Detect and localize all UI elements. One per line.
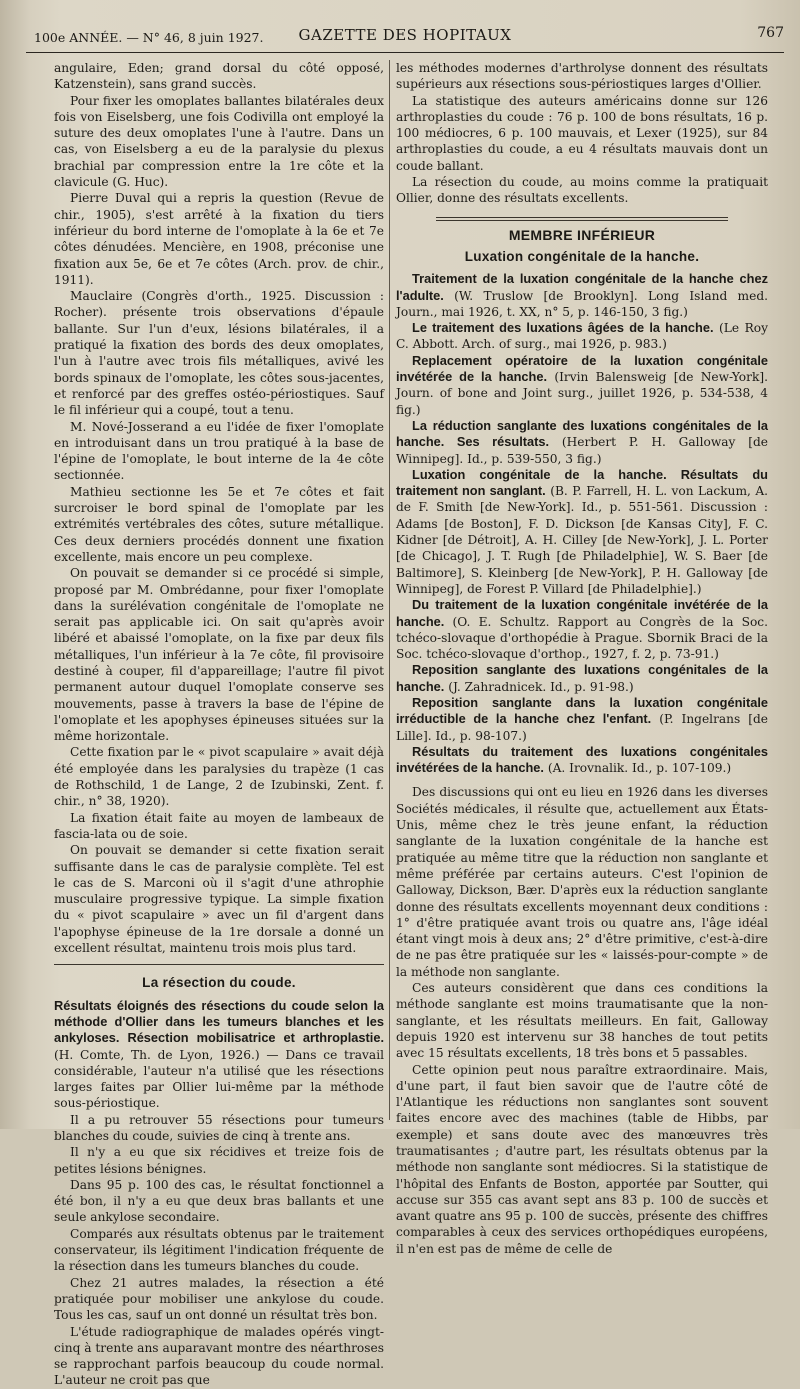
- reference-source: (Herbert P. H. Galloway [de Winnipeg]. Id., p. 539-550, 3 fig.): [396, 435, 769, 466]
- reference-source: (A. Irovnalik. Id., p. 107-109.): [547, 761, 732, 776]
- reference-title: Reposition sanglante des luxations congénitales de la hanche.: [396, 662, 768, 694]
- paragraph: Cette opinion peut nous paraître extraordinaire. Mais, d'une part, il faut bien savoir que de l'autre côté de l'Atlantique les réductions non sanglantes sont souvent faites encore avec des machines (table de Hibbs, par exemple) et sans doute avec des manœuvres très traumatisantes ; d'autre part, les résultats obtenus par la méthode non sanglante sont médiocres. Si la statistique de l'hôpital des Enfants de Boston, apportée par Soutter, qui accuse sur 355 cas avant sept ans 83 p. 100 de succès et avant quatre ans 95 p. 100 de succès, présente des chiffres comparables à ceux des services orthopédiques européens, il n'en est pas de même de celle de: [396, 1062, 768, 1256]
- paragraph: Dans 95 p. 100 des cas, le résultat fonctionnel a été bon, il n'y a eu que deux bras ballants et une seule ankylose secondaire.: [54, 1177, 384, 1225]
- paragraph: angulaire, Eden; grand dorsal du côté opposé, Katzenstein), sans grand succès.: [54, 61, 384, 92]
- reference-entry: [396, 662, 768, 695]
- reference-source: (Irvin Balensweig [de New-York]. Journ. of bone and Joint surg., juillet 1926, p. 534-538, 4 fig.): [396, 370, 768, 417]
- paragraph: Cette fixation par le « pivot scapulaire » avait déjà été employée dans les paralysies du trapèze (1 cas de Rothschild, 1 de Lange, 2 de Izubinski, Zent. f. chir., n° 38, 1920).: [54, 745, 384, 809]
- paragraph: M. Nové-Josserand a eu l'idée de fixer l'omoplate en introduisant dans un trou pratiqué à la base de l'épine de l'omoplate, le bout interne de la 4e côte sectionnée.: [54, 419, 384, 483]
- reference-source: (O. E. Schultz. Rapport au Congrès de la Soc. tchéco-slovaque d'orthopédie à Prague. Sbornik Braci de la Soc. tchéco-slovaque d'orthop., 1927, f. 2, p. 73-91.): [396, 614, 769, 662]
- reference-entry: [396, 271, 768, 320]
- section-divider: [54, 964, 384, 965]
- right-column: [396, 60, 768, 1257]
- paragraph: La statistique des auteurs américains donne sur 126 arthroplasties du coude : 76 p. 100 de bons résultats, 16 p. 100 médiocres, 6 p. 100 mauvais, et Lexer (1925), sur 84 arthroplasties du coude, a eu 4 résultats mauvais dont un coude ballant.: [396, 93, 768, 173]
- reference-source: (B. P. Farrell, H. L. von Lackum, A. de F. Smith [de New-York]. Id., p. 551-561. Discussion : Adams [de Boston], F. D. Dickson [de Kansas City], F. C. Kidner [de Détroit], A. H. Cilley [de New-York], J. L. Porter [de Chicago], J. T. Rugh [de Philadelphie], W. S. Baer [de Baltimore], S. Kleinberg [de New-York], P. H. Galloway [de Winnipeg], de Forest P. Villard [de Philadelphie].): [396, 484, 768, 596]
- page-header: [26, 22, 784, 53]
- paragraph: Comparés aux résultats obtenus par le traitement conservateur, ils légitiment l'indication fréquente de la résection dans les tumeurs blanches du coude.: [54, 1226, 384, 1274]
- paragraph: Il a pu retrouver 55 résections pour tumeurs blanches du coude, suivies de cinq à trente ans.: [54, 1112, 384, 1143]
- reference-title: Résultats du traitement des luxations congénitales invétérées de la hanche.: [396, 743, 768, 776]
- reference-title: Replacement opératoire de la luxation congénitale invétérée de la hanche.: [396, 352, 768, 385]
- section-divider: [436, 217, 728, 221]
- column-rule: [389, 60, 390, 1120]
- paragraph: On pouvait se demander si cette fixation serait suffisante dans le cas de paralysie complète. Tel est le cas de S. Marconi où il s'agit d'une athrophie musculaire progressive typique. La simple fixation du « pivot scapulaire » avec un fil d'argent dans l'apophyse épineuse de la 1re dorsale a donné un excellent résultat, maintenu trois mois plus tard.: [54, 843, 384, 956]
- reference-entry: [396, 353, 768, 418]
- reference-title: Du traitement de la luxation congénitale invétérée de la hanche.: [396, 597, 768, 629]
- reference-title: Reposition sanglante dans la luxation congénitale irréductible de la hanche chez l'enfant.: [396, 694, 768, 727]
- reference-entry: [396, 418, 768, 467]
- paragraph: La fixation était faite au moyen de lambeaux de fascia-lata ou de soie.: [54, 810, 384, 841]
- reference-entry: [396, 467, 768, 597]
- paragraph: La résection du coude, au moins comme la pratiquait Ollier, donne des résultats excellents.: [396, 175, 768, 206]
- paragraph: Mathieu sectionne les 5e et 7e côtes et fait surcroiser le bord spinal de l'omoplate par les extrémités vertébrales des côtes, suture métallique. Ces deux derniers procédés donnent une fixation excellente, mais encore un peu complexe.: [54, 484, 384, 564]
- section-heading: La résection du coude.: [142, 975, 296, 991]
- reference-entry: [396, 744, 768, 777]
- paragraph: Il n'y a eu que six récidives et treize fois de petites lésions bénignes.: [54, 1145, 384, 1176]
- paragraph: les méthodes modernes d'arthrolyse donnent des résultats supérieurs aux résections sous-périostiques larges d'Ollier.: [396, 61, 768, 92]
- paragraph: Ces auteurs considèrent que dans ces conditions la méthode sanglante est moins traumatisante que la non-sanglante, et les résultats meilleurs. En fait, Galloway depuis 1920 est intervenu sur 38 hanches de tout petits avec 15 résultats excellents, 18 très bons et 5 passables.: [396, 981, 768, 1061]
- reference-source: (Le Roy C. Abbott. Arch. of surg., mai 1926, p. 983.): [396, 321, 768, 352]
- reference-source: (P. Ingelrans [de Lille]. Id., p. 98-107.): [396, 712, 768, 743]
- page-number: 767: [757, 25, 784, 41]
- journal-title: GAZETTE DES HOPITAUX: [298, 26, 512, 44]
- reference-title: La réduction sanglante des luxations congénitales de la hanche. Ses résultats.: [396, 417, 768, 450]
- paragraph: Des discussions qui ont eu lieu en 1926 dans les diverses Sociétés médicales, il résulte que, actuellement aux États-Unis, même chez le très jeune enfant, la réduction sanglante de la luxation congénitale de la hanche est pratiquée au même titre que la réduction non sanglante et même préférée par certains auteurs. C'est l'opinion de Galloway, Dickson, Bær. D'après eux la réduction sanglante donne des résultats excellents moyennant deux conditions : 1° d'être pratiquée avant trois ou quatre ans, l'âge idéal étant vingt mois à deux ans; 2° d'être primitive, c'est-à-dire de ne pas être pratiquée sur les « laissés-pour-compte » de la méthode non sanglante.: [396, 785, 768, 979]
- paragraph: Chez 21 autres malades, la résection a été pratiquée pour mobiliser une ankylose du coude. Tous les cas, sauf un ont donné un résultat très bon.: [54, 1275, 384, 1323]
- paragraph: On pouvait se demander si ce procédé si simple, proposé par M. Ombrédanne, pour fixer l'omoplate dans la surélévation congénitale de l'omoplate ne serait pas applicable ici. On sait qu'après avoir libéré et abaissé l'omoplate, on la fixe par deux fils métalliques, l'un inférieur à la 7e côte, fil provisoire destiné à couper, fil d'appareillage; l'autre fil pivot permanent autour duquel l'omoplate conserve ses mouvements, passe à travers la base de l'épine de l'omoplate et les apophyses épineuses situées sur la même horizontale.: [54, 566, 384, 744]
- reference-entry: [396, 695, 768, 744]
- reference-title: Luxation congénitale de la hanche. Résultats du traitement non sanglant.: [396, 466, 768, 499]
- reference-title: Traitement de la luxation congénitale de la hanche chez l'adulte.: [396, 271, 768, 303]
- reference-entry: [396, 597, 768, 662]
- issue-info: 100e ANNÉE. — N° 46, 8 juin 1927.: [34, 30, 264, 45]
- paragraph: Pierre Duval qui a repris la question (Revue de chir., 1905), s'est arrêté à la fixation du tiers inférieur du bord interne de l'omoplate à la 6e et 7e côtes dénudées. Mencière, en 1908, préconise une fixation aux 5e, 6e et 7e côtes (Arch. prov. de chir., 1911).: [54, 191, 384, 287]
- paragraph: L'étude radiographique de malades opérés vingt-cinq à trente ans auparavant montre des néarthroses se rapprochant parfois beaucoup du coude normal. L'auteur ne croit pas que: [54, 1324, 384, 1388]
- reference-entry: [396, 320, 768, 353]
- reference-entry: [54, 998, 384, 1112]
- left-column: [54, 60, 384, 1389]
- reference-title: Le traitement des luxations âgées de la hanche.: [412, 320, 714, 336]
- paragraph: Mauclaire (Congrès d'orth., 1925. Discussion : Rocher). présente trois observations d'épaule ballante. Sur l'un d'eux, lésions bilatérales, il a pratiqué la fixation des bords des deux omoplates, l'un à l'autre avec trois fils métalliques, avivé les bords spinaux de l'omoplate, les côtes sous-jacentes, et renforcé par des greffes ostéo-périostiques. Sauf le fil inférieur qui a coupé, tout a tenu.: [54, 289, 384, 418]
- reference-source: (H. Comte, Th. de Lyon, 1926.) — Dans ce travail considérable, l'auteur n'a utilisé que les résections larges faites par Ollier lui-même par la méthode sous-périostique.: [54, 1047, 384, 1111]
- reference-title: Résultats éloignés des résections du coude selon la méthode d'Ollier dans les tumeurs blanches et les ankyloses. Résection mobilisatrice et arthroplastie.: [54, 997, 384, 1046]
- reference-source: (J. Zahradnicek. Id., p. 91-98.): [448, 679, 634, 694]
- subsection-heading: Luxation congénitale de la hanche.: [464, 248, 700, 264]
- paragraph: Pour fixer les omoplates ballantes bilatérales deux fois von Eiselsberg, une fois Codivilla ont employé la suture des deux omoplates l'une à l'autre. Dans un cas, von Eiselsberg a eu de la paralysie du plexus brachial par compression entre la 1re côte et la clavicule (G. Huc).: [54, 93, 384, 190]
- reference-source: (W. Truslow [de Brooklyn]. Long Island med. Journ., mai 1926, t. XX, n° 5, p. 146-150, 3 fig.): [396, 288, 769, 319]
- section-heading: MEMBRE INFÉRIEUR: [508, 226, 656, 243]
